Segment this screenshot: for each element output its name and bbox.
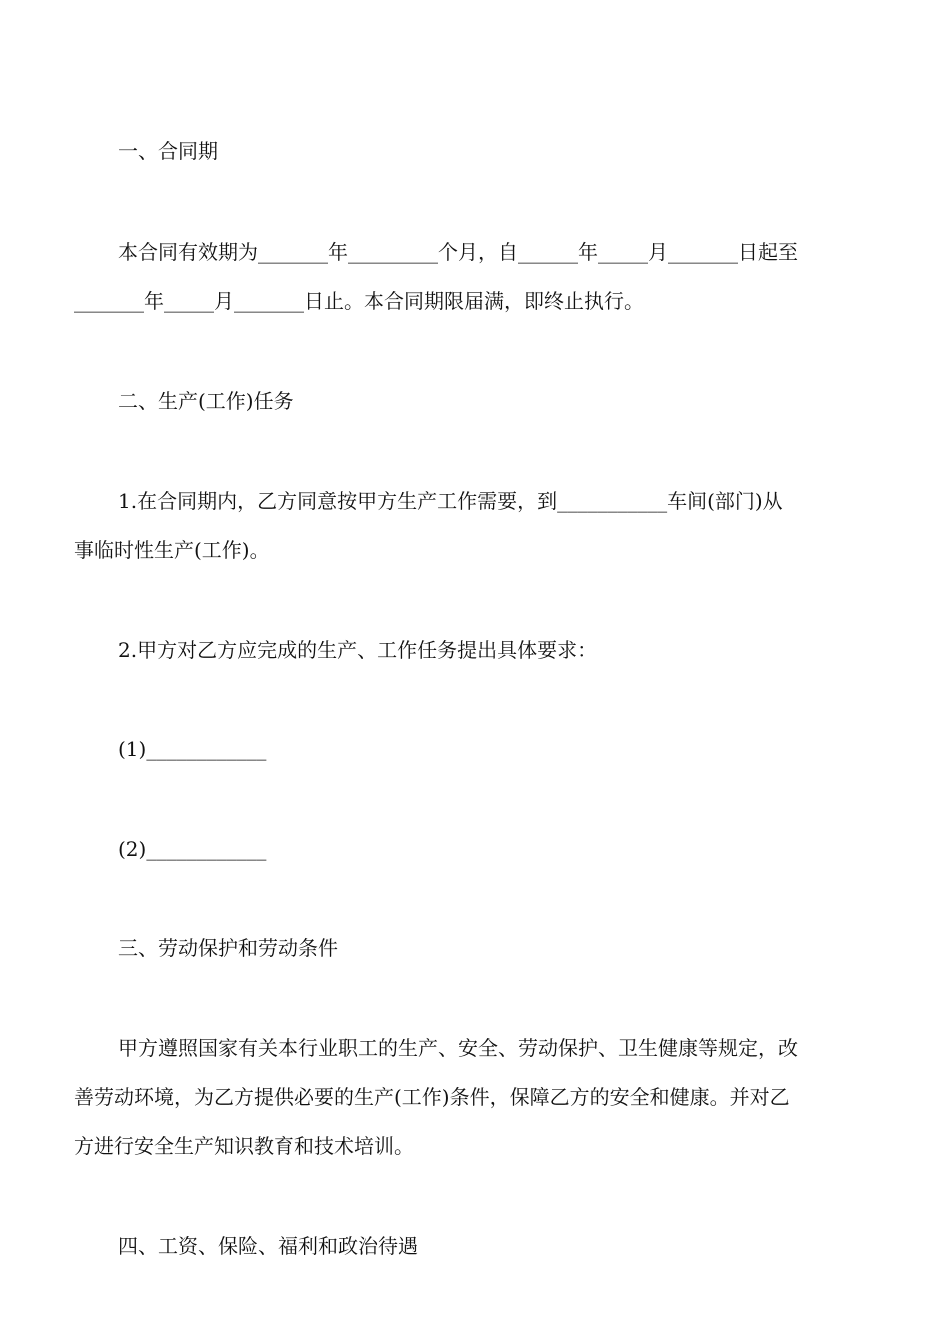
section-3-paragraph-line-1: 甲方遵照国家有关本行业职工的生产、安全、劳动保护、卫生健康等规定，改 [118, 1036, 798, 1060]
requirement-1: (1)____________ [118, 737, 267, 761]
section-1-paragraph-line-2: _______年_____月_______日止。本合同期限届满，即终止执行。 [74, 289, 644, 313]
requirement-2: (2)____________ [118, 837, 267, 861]
section-1-heading: 一、合同期 [118, 139, 218, 163]
section-3-heading: 三、劳动保护和劳动条件 [118, 936, 338, 960]
section-2-item-1-line-2: 事临时性生产(工作)。 [74, 538, 270, 562]
section-2-item-2: 2.甲方对乙方应完成的生产、工作任务提出具体要求： [118, 638, 598, 662]
section-1-paragraph-line-1: 本合同有效期为_______年_________个月，自______年_____月_______日起至 [118, 240, 798, 264]
section-3-paragraph-line-2: 善劳动环境，为乙方提供必要的生产(工作)条件，保障乙方的安全和健康。并对乙 [74, 1085, 790, 1109]
section-3-paragraph-line-3: 方进行安全生产知识教育和技术培训。 [74, 1134, 414, 1158]
section-2-item-1-line-1: 1.在合同期内，乙方同意按甲方生产工作需要，到___________车间(部门)从 [118, 489, 783, 513]
section-4-heading: 四、工资、保险、福利和政治待遇 [118, 1234, 418, 1258]
section-2-heading: 二、生产(工作)任务 [118, 389, 294, 413]
